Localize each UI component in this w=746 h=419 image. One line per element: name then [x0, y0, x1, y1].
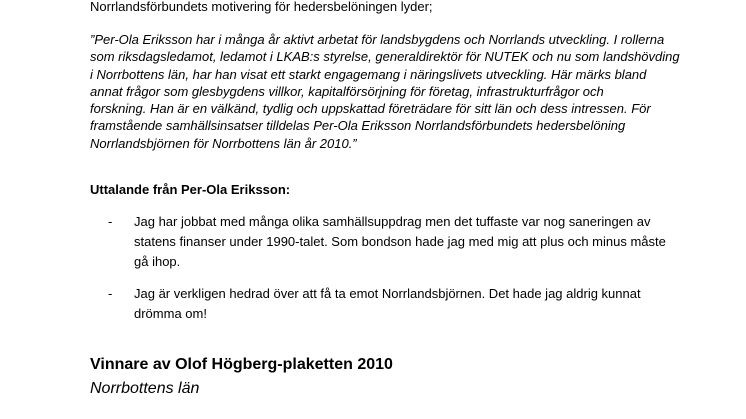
award-region: Norrbottens län [90, 380, 200, 397]
intro-paragraph: Norrlandsförbundets motivering för hedersbelöningen lyder; [90, 0, 433, 14]
bullet-marker: - [108, 286, 113, 301]
quote-line: forskning. Han är en välkänd, tydlig och uppskattad företrädare för sitt län och dess intressen. För [90, 101, 651, 117]
statement-heading: Uttalande från Per-Ola Eriksson: [90, 182, 291, 197]
bullet-line: Jag är verkligen hedrad över att få ta emot Norrlandsbjörnen. Det hade jag aldrig kunnat [134, 286, 641, 301]
quote-line: ”Per-Ola Eriksson har i många år aktivt arbetat för landsbygdens och Norrlands utveckling. I rollerna [90, 32, 665, 47]
bullet-text [134, 212, 666, 272]
quote-line: Norrlandsbjörnen för Norrbottens län år 2010.” [90, 135, 357, 151]
bullet-marker: - [108, 214, 113, 229]
quote-line: i Norrbottens län, har han visat ett starkt engagemang i näringslivets utveckling. Här märks bland [90, 66, 647, 82]
bullet-line: drömma om! [134, 306, 207, 321]
quote-line: annat frågor som glesbygdens villkor, kapitalförsörjning för företag, infrastrukturfrågor och [90, 83, 604, 99]
bullet-line: gå ihop. [134, 254, 181, 269]
bullet-line: Jag har jobbat med många olika samhällsuppdrag men det tuffaste var nog saneringen av [134, 214, 651, 229]
bullet-line: statens finanser under 1990-talet. Som bondson hade jag med mig att plus och minus måste [134, 234, 666, 249]
quote-line: som riksdagsledamot, ledamot i LKAB:s styrelse, generaldirektör för NUTEK och nu som landshövding [90, 49, 680, 65]
bullet-text [134, 284, 654, 324]
quote-line: framstående samhällsinsatser tilldelas Per-Ola Eriksson Norrlandsförbundets hedersbelöning [90, 118, 626, 134]
motivation-quote [90, 31, 680, 152]
award-heading: Vinnare av Olof Högberg-plaketten 2010 [90, 356, 393, 373]
